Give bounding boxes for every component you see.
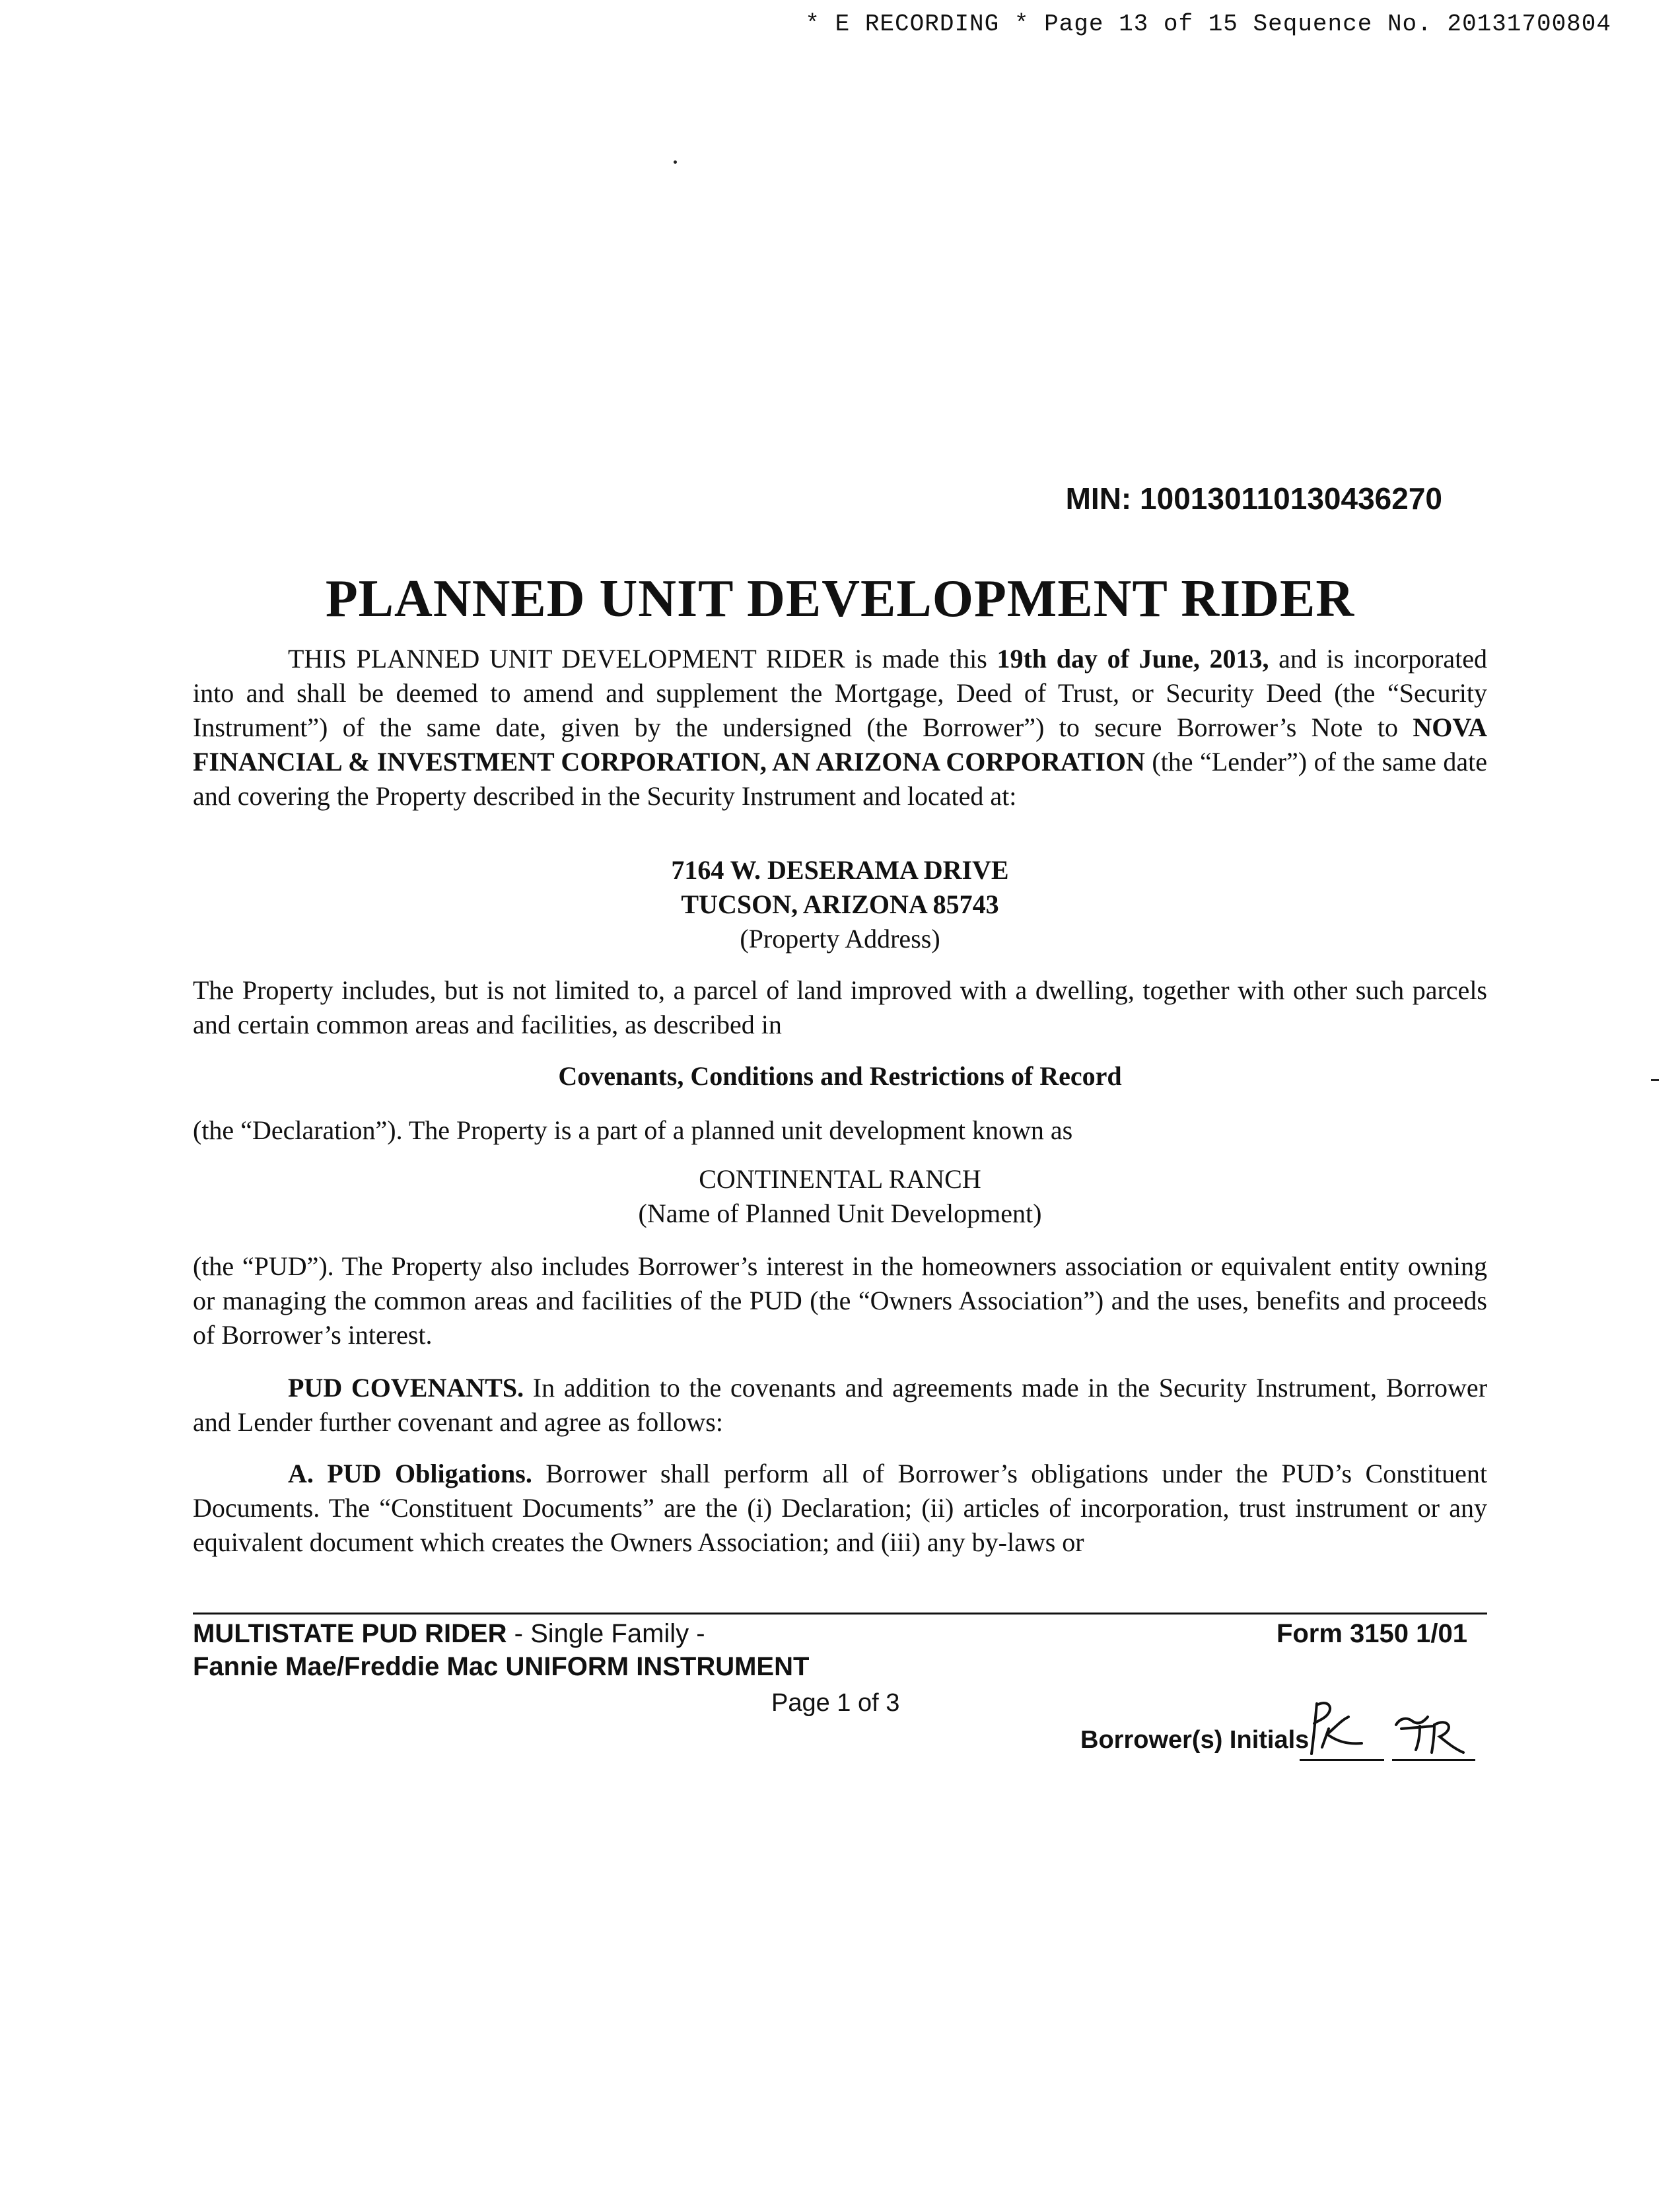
scan-speck [674,160,677,164]
pud-paragraph: (the “PUD”). The Property also includes Borrower’s interest in the homeowners association or equivalent entity owning or managing the common areas and facilities of the PUD (the “Owners Association”) and the uses, benefits and proceeds of Borrower’s interest. [193,1251,1487,1350]
covenants-paragraph [193,1371,1487,1440]
intro-text-2: and is incorporated into and shall be deemed to amend and supplement the Mortgage, Deed of Trust, or Security Deed (the “Security Instrument”) of the same date, given by the undersigned (the Borrower”) to secure Borrower’s Note to [193,644,1488,742]
address-line-2: TUCSON, ARIZONA 85743 [681,889,999,919]
initials-line-1 [1300,1759,1384,1761]
initials-line-2 [1392,1759,1475,1761]
footer-page-number: Page 1 of 3 [771,1689,900,1717]
intro-text-1: THIS PLANNED UNIT DEVELOPMENT RIDER is made this [288,644,997,674]
intro-text-3: (the “Lender”) of the same date and covering the Property described in the Security Instrument and located at: [193,747,1487,811]
section-a-paragraph [193,1457,1487,1560]
footer-rule [193,1613,1487,1614]
recording-header: * E RECORDING * Page 13 of 15 Sequence No. 20131700804 [805,11,1611,38]
footer-rider-rest: - Single Family - [507,1619,705,1648]
section-a-heading: A. PUD Obligations. [288,1459,532,1488]
declaration-paragraph: (the “Declaration”). The Property is a part of a planned unit development known as [193,1115,1073,1145]
min-label: MIN: [1065,481,1132,516]
footer-instrument: Fannie Mae/Freddie Mac UNIFORM INSTRUMENT [193,1652,810,1681]
borrower-initials-rk-signature [1302,1694,1382,1758]
declaration-title: Covenants, Conditions and Restrictions of Record [558,1061,1122,1091]
borrower-initials-tr-signature [1393,1706,1473,1759]
initials-label: Borrower(s) Initials [1080,1726,1310,1754]
address-caption: (Property Address) [740,924,940,954]
footer-rider-title [193,1619,705,1649]
rider-date: 19th day of June, 2013, [997,644,1269,674]
pud-name: CONTINENTAL RANCH [699,1164,981,1194]
covenants-heading: PUD COVENANTS. [288,1373,524,1403]
min-number [1066,481,1442,516]
footer-form-number: Form 3150 1/01 [1276,1619,1467,1648]
min-value: 100130110130436270 [1140,481,1442,516]
footer-rider-bold: MULTISTATE PUD RIDER [193,1619,507,1648]
document-title: PLANNED UNIT DEVELOPMENT RIDER [325,570,1355,628]
scan-speck [1651,1079,1659,1081]
property-paragraph: The Property includes, but is not limited to, a parcel of land improved with a dwelling, together with other such parcels and certain common areas and facilities, as described in [193,975,1487,1039]
intro-paragraph [193,642,1487,814]
section-a-text: Borrower shall perform all of Borrower’s obligations under the PUD’s Constituent Documents. The “Constituent Documents” are the (i) Declaration; (ii) articles of incorporation, trust instrument or any equivalent document which creates the Owners Association; and (iii) any by-laws or [193,1459,1487,1557]
lender-name: NOVA FINANCIAL & INVESTMENT CORPORATION, AN ARIZONA CORPORATION [193,712,1487,777]
address-line-1: 7164 W. DESERAMA DRIVE [671,855,1009,885]
covenants-text: In addition to the covenants and agreements made in the Security Instrument, Borrower and Lender further covenant and agree as follows: [193,1373,1488,1437]
pud-caption: (Name of Planned Unit Development) [638,1198,1042,1228]
